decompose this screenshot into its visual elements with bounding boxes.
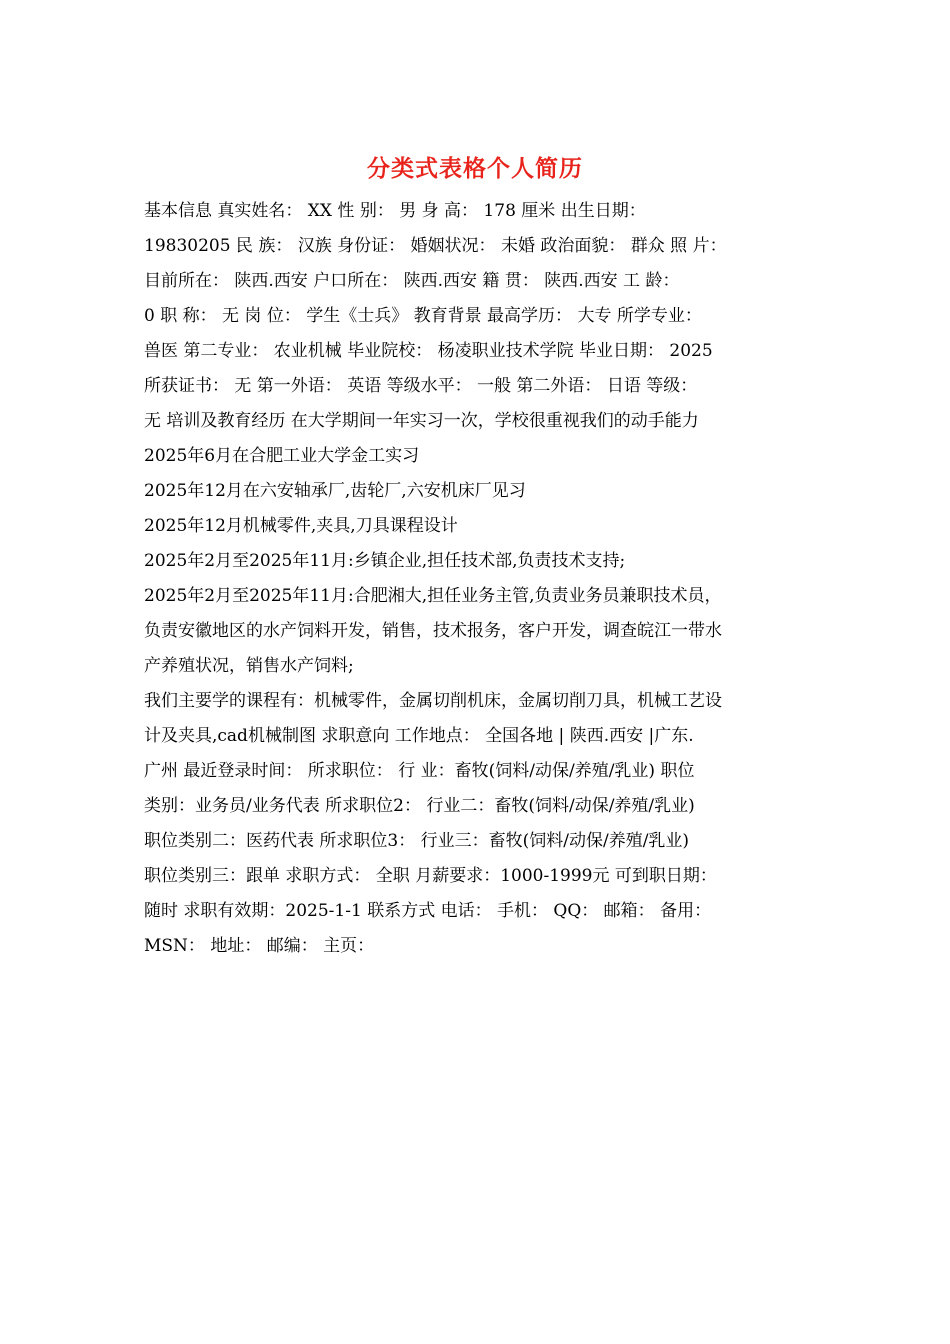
text-line: 2025年6月在合肥工业大学金工实习 — [144, 446, 420, 466]
text-line: 2025年2月至2025年11月:乡镇企业,担任技术部,负责技术支持; — [144, 551, 626, 571]
text-line: MSN： 地址： 邮编： 主页： — [144, 936, 375, 956]
text-line: 目前所在： 陕西.西安 户口所在： 陕西.西安 籍 贯： 陕西.西安 工 龄： — [144, 271, 680, 291]
text-line: 负责安徽地区的水产饲料开发，销售，技术报务，客户开发，调查皖江一带水 — [144, 621, 722, 641]
text-line: 随时 求职有效期：2025-1-1 联系方式 电话： 手机： QQ： 邮箱： 备用： — [144, 901, 712, 921]
text-line: 所获证书： 无 第一外语： 英语 等级水平： 一般 第二外语： 日语 等级： — [144, 376, 698, 396]
text-line: 2025年12月在六安轴承厂,齿轮厂,六安机床厂见习 — [144, 481, 526, 501]
text-line: 兽医 第二专业： 农业机械 毕业院校： 杨凌职业技术学院 毕业日期： 2025 — [144, 341, 713, 361]
document-title: 分类式表格个人简历 — [367, 155, 583, 182]
text-line: 我们主要学的课程有：机械零件，金属切削机床，金属切削刀具，机械工艺设 — [144, 691, 722, 711]
text-line: 基本信息 真实姓名： XX 性 别： 男 身 高： 178 厘米 出生日期： — [144, 201, 646, 221]
text-line: 2025年12月机械零件,夹具,刀具课程设计 — [144, 516, 458, 536]
text-line: 计及夹具,cad机械制图 求职意向 工作地点： 全国各地 | 陕西.西安 |广东. — [144, 726, 694, 746]
document-body — [144, 194, 809, 964]
text-line: 职位类别三：跟单 求职方式： 全职 月薪要求：1000-1999元 可到职日期： — [144, 866, 717, 886]
text-line: 2025年2月至2025年11月:合肥湘大,担任业务主管,负责业务员兼职技术员， — [144, 586, 722, 606]
text-line: 无 培训及教育经历 在大学期间一年实习一次，学校很重视我们的动手能力 — [144, 411, 699, 431]
text-line: 0 职 称： 无 岗 位： 学生《士兵》 教育背景 最高学历： 大专 所学专业： — [144, 306, 702, 326]
text-line: 类别：业务员/业务代表 所求职位2： 行业二：畜牧(饲料/动保/养殖/乳业) — [144, 796, 695, 816]
text-line: 广州 最近登录时间： 所求职位： 行 业：畜牧(饲料/动保/养殖/乳业) 职位 — [144, 761, 695, 781]
text-line: 19830205 民 族： 汉族 身份证： 婚姻状况： 未婚 政治面貌： 群众 照 片： — [144, 236, 727, 256]
text-line: 产养殖状况，销售水产饲料; — [144, 656, 354, 676]
text-line: 职位类别二：医药代表 所求职位3： 行业三：畜牧(饲料/动保/养殖/乳业) — [144, 831, 690, 851]
